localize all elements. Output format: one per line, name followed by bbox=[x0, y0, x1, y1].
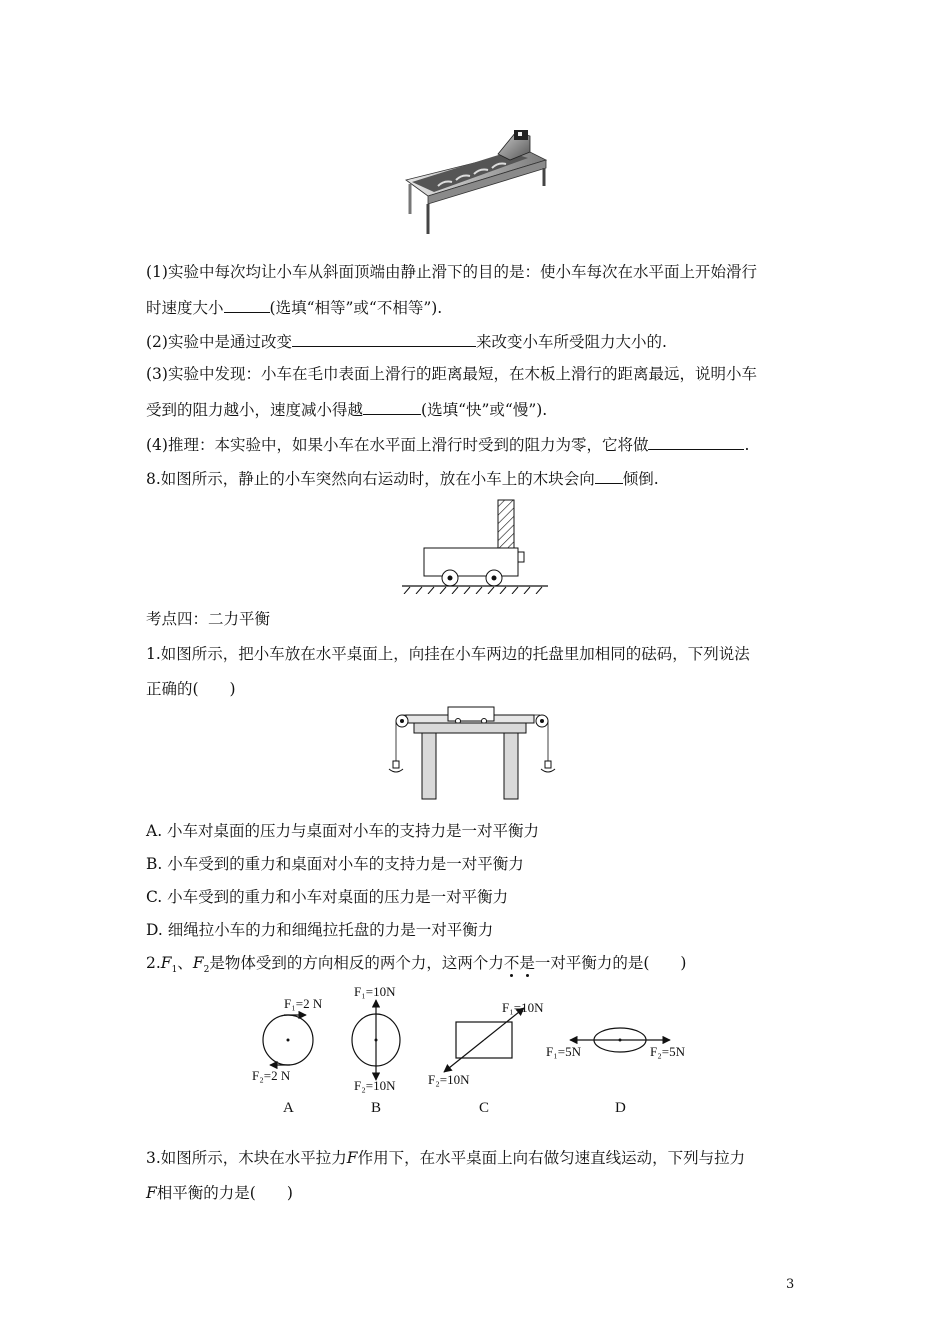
diagram-a bbox=[252, 996, 323, 1116]
q4-answer-blank[interactable] bbox=[648, 433, 744, 450]
q2-answer-blank[interactable] bbox=[292, 330, 476, 347]
q4-text-post: . bbox=[744, 436, 750, 454]
incline-apparatus-figure bbox=[398, 124, 548, 236]
p1-option-c[interactable]: C. 小车受到的重力和小车对桌面的压力是一对平衡力 bbox=[146, 888, 509, 906]
p2-f2-sub: 2 bbox=[203, 965, 210, 976]
section-title: 考点四：二力平衡 bbox=[146, 610, 271, 628]
force-diagrams-figure bbox=[244, 984, 714, 1119]
a-top-force: F₁=2 N bbox=[284, 996, 323, 1011]
p2-f1: F bbox=[160, 954, 172, 972]
p2-stem-mid: 是物体受到的方向相反的两个力，这两个力 bbox=[209, 954, 504, 972]
caption-b: B bbox=[371, 1100, 382, 1116]
q3-text-pre: 受到的阻力越小，速度减小得越 bbox=[146, 401, 364, 419]
q1-text-post: (选填“相等”或“不相等”). bbox=[269, 299, 443, 317]
diagram-b bbox=[352, 984, 400, 1116]
p1-stem-b: 正确的( ) bbox=[146, 680, 236, 698]
q8-text-post: 倾倒. bbox=[622, 470, 659, 488]
q4-text-pre: (4)推理：本实验中，如果小车在水平面上滑行时受到的阻力为零，它将做 bbox=[146, 436, 649, 454]
p2-emphasis-1: 不 bbox=[503, 954, 520, 972]
q3-line-a: (3)实验中发现：小车在毛巾表面上滑行的距离最短，在木板上滑行的距离最远，说明小车 bbox=[146, 365, 757, 383]
b-top-force: F₁=10N bbox=[354, 984, 396, 999]
q8-line bbox=[146, 467, 659, 489]
p2-f2: F bbox=[192, 954, 204, 972]
q8-answer-blank[interactable] bbox=[595, 467, 623, 484]
table-pulley-figure bbox=[384, 703, 560, 803]
q2-line bbox=[146, 330, 667, 352]
q3-line-b bbox=[146, 398, 547, 420]
p2-sep: 、 bbox=[177, 954, 193, 972]
p3-stem-a-f: F bbox=[346, 1149, 358, 1167]
cart-block-figure bbox=[398, 496, 550, 594]
c-top-force: F₁=10N bbox=[502, 1000, 544, 1015]
p1-option-b[interactable]: B. 小车受到的重力和桌面对小车的支持力是一对平衡力 bbox=[146, 855, 524, 873]
p3-stem-b-f: F bbox=[146, 1184, 157, 1202]
diagram-d bbox=[546, 1028, 686, 1116]
p2-stem-end: 一对平衡力的是( ) bbox=[534, 954, 687, 972]
q8-text-pre: 8.如图所示，静止的小车突然向右运动时，放在小车上的木块会向 bbox=[146, 470, 595, 488]
d-right-force: F₂=5N bbox=[650, 1044, 685, 1059]
p1-option-d[interactable]: D. 细绳拉小车的力和细绳拉托盘的力是一对平衡力 bbox=[146, 921, 494, 939]
p1-stem-a: 1.如图所示，把小车放在水平桌面上，向挂在小车两边的托盘里加相同的砝码，下列说法 bbox=[146, 645, 750, 663]
q2-text-post: 来改变小车所受阻力大小的. bbox=[475, 333, 667, 351]
p3-stem-a-pre: 3.如图所示，木块在水平拉力 bbox=[146, 1149, 347, 1167]
q1-line-a: (1)实验中每次均让小车从斜面顶端由静止滑下的目的是：使小车每次在水平面上开始滑行 bbox=[146, 263, 757, 281]
diagram-c bbox=[428, 1000, 544, 1116]
caption-c: C bbox=[479, 1100, 490, 1116]
p2-stem bbox=[146, 953, 686, 980]
p3-stem-a bbox=[146, 1148, 745, 1168]
q3-text-post: (选填“快”或“慢”). bbox=[421, 401, 548, 419]
q1-answer-blank[interactable] bbox=[224, 296, 270, 313]
p2-num: 2. bbox=[146, 954, 161, 972]
p2-emphasis-2: 是 bbox=[519, 954, 535, 972]
b-bottom-force: F₂=10N bbox=[354, 1078, 396, 1093]
p1-option-a[interactable]: A. 小车对桌面的压力与桌面对小车的支持力是一对平衡力 bbox=[146, 822, 540, 840]
p3-stem-b bbox=[146, 1183, 293, 1203]
q1-text-pre: 时速度大小 bbox=[146, 299, 224, 317]
d-left-force: F₁=5N bbox=[546, 1044, 581, 1059]
q2-text-pre: (2)实验中是通过改变 bbox=[146, 333, 292, 351]
q1-line-b bbox=[146, 296, 442, 318]
caption-a: A bbox=[283, 1100, 294, 1116]
a-bottom-force: F₂=2 N bbox=[252, 1068, 291, 1083]
p3-stem-b-post: 相平衡的力是( ) bbox=[156, 1184, 293, 1202]
p2-f1-sub: 1 bbox=[171, 965, 178, 976]
p3-stem-a-post: 作用下，在水平桌面上向右做匀速直线运动，下列与拉力 bbox=[357, 1149, 746, 1167]
caption-d: D bbox=[615, 1100, 626, 1116]
page-number: 3 bbox=[786, 1277, 795, 1292]
q4-line bbox=[146, 433, 749, 455]
q3-answer-blank[interactable] bbox=[363, 398, 421, 415]
c-bottom-force: F₂=10N bbox=[428, 1072, 470, 1087]
